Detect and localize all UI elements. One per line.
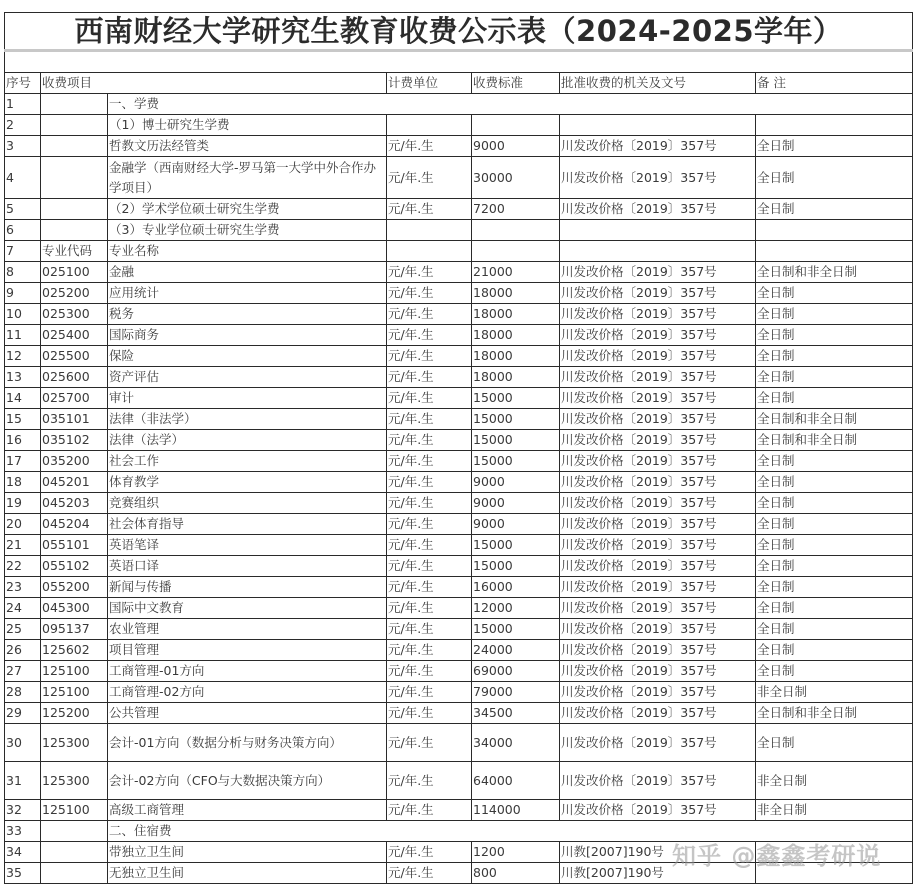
row-unit: 元/年.生 xyxy=(387,598,472,619)
row-unit: 元/年.生 xyxy=(387,325,472,346)
row-code: 025500 xyxy=(41,346,108,367)
row-unit: 元/年.生 xyxy=(387,682,472,703)
row-doc: 川发改价格〔2019〕357号 xyxy=(560,346,756,367)
row-fee: 9000 xyxy=(472,472,560,493)
row-code: 045201 xyxy=(41,472,108,493)
row-fee: 18000 xyxy=(472,367,560,388)
header-standard: 收费标准 xyxy=(472,73,560,94)
row-name: 金融学（西南财经大学-罗马第一大学中外合作办学项目） xyxy=(108,157,387,199)
row-seq: 12 xyxy=(5,346,41,367)
row-code: 125602 xyxy=(41,640,108,661)
row-name: 哲教文历法经管类 xyxy=(108,136,387,157)
row-fee: 30000 xyxy=(472,157,560,199)
row-remark: 全日制 xyxy=(756,283,913,304)
row-remark: 全日制 xyxy=(756,388,913,409)
row-fee: 12000 xyxy=(472,598,560,619)
table-row xyxy=(5,661,913,682)
row-code: 045203 xyxy=(41,493,108,514)
row-fee: 15000 xyxy=(472,535,560,556)
table-row xyxy=(5,472,913,493)
table-row xyxy=(5,514,913,535)
row-code xyxy=(41,157,108,199)
row-code xyxy=(41,842,108,863)
table-row xyxy=(5,304,913,325)
row-fee: 69000 xyxy=(472,661,560,682)
row-doc: 川教[2007]190号 xyxy=(560,863,756,884)
row-remark: 非全日制 xyxy=(756,682,913,703)
row-unit: 元/年.生 xyxy=(387,409,472,430)
row-seq: 35 xyxy=(5,863,41,884)
row-code: 035101 xyxy=(41,409,108,430)
row-fee: 15000 xyxy=(472,430,560,451)
row-doc: 川发改价格〔2019〕357号 xyxy=(560,472,756,493)
row-seq: 11 xyxy=(5,325,41,346)
row-remark: 全日制 xyxy=(756,619,913,640)
row-remark: 全日制和非全日制 xyxy=(756,409,913,430)
row-unit: 元/年.生 xyxy=(387,451,472,472)
blank-cell xyxy=(5,51,913,73)
row-name: （2）学术学位硕士研究生学费 xyxy=(108,199,387,220)
row-unit: 元/年.生 xyxy=(387,199,472,220)
row-unit: 元/年.生 xyxy=(387,535,472,556)
table-row xyxy=(5,577,913,598)
row-seq: 5 xyxy=(5,199,41,220)
row-name: 新闻与传播 xyxy=(108,577,387,598)
table-row xyxy=(5,493,913,514)
row-seq: 13 xyxy=(5,367,41,388)
row-code: 125300 xyxy=(41,724,108,762)
table-row xyxy=(5,388,913,409)
row-seq: 21 xyxy=(5,535,41,556)
row-fee: 21000 xyxy=(472,262,560,283)
row-name: 应用统计 xyxy=(108,283,387,304)
row-doc: 川发改价格〔2019〕357号 xyxy=(560,199,756,220)
row-remark: 全日制 xyxy=(756,598,913,619)
row-unit: 元/年.生 xyxy=(387,367,472,388)
row-fee: 16000 xyxy=(472,577,560,598)
row-seq: 31 xyxy=(5,762,41,800)
row-remark: 全日制 xyxy=(756,556,913,577)
zhihu-watermark: 知乎 @鑫鑫考研说 xyxy=(672,842,882,870)
row-fee: 15000 xyxy=(472,409,560,430)
row-name: 会计-02方向（CFO与大数据决策方向） xyxy=(108,762,387,800)
row-name: 社会工作 xyxy=(108,451,387,472)
row-doc: 川发改价格〔2019〕357号 xyxy=(560,682,756,703)
row-seq: 7 xyxy=(5,241,41,262)
row-code: 125300 xyxy=(41,762,108,800)
row-seq: 8 xyxy=(5,262,41,283)
row-remark: 全日制和非全日制 xyxy=(756,430,913,451)
row-seq: 23 xyxy=(5,577,41,598)
row-remark xyxy=(756,842,913,863)
row-unit: 元/年.生 xyxy=(387,762,472,800)
row-code xyxy=(41,115,108,136)
row-code xyxy=(41,821,108,842)
row-name: 会计-01方向（数据分析与财务决策方向） xyxy=(108,724,387,762)
row-fee xyxy=(472,220,560,241)
row-remark: 全日制 xyxy=(756,535,913,556)
row-fee: 18000 xyxy=(472,346,560,367)
row-name: 法律（非法学） xyxy=(108,409,387,430)
row-remark: 全日制和非全日制 xyxy=(756,262,913,283)
row-fee: 79000 xyxy=(472,682,560,703)
row-name: 国际中文教育 xyxy=(108,598,387,619)
row-doc xyxy=(560,115,756,136)
row-remark: 全日制 xyxy=(756,136,913,157)
row-seq: 29 xyxy=(5,703,41,724)
row-name: 金融 xyxy=(108,262,387,283)
row-fee: 34000 xyxy=(472,724,560,762)
row-name: 无独立卫生间 xyxy=(108,863,387,884)
row-seq: 27 xyxy=(5,661,41,682)
row-code: 025300 xyxy=(41,304,108,325)
row-fee: 9000 xyxy=(472,514,560,535)
row-name: 资产评估 xyxy=(108,367,387,388)
row-name: 国际商务 xyxy=(108,325,387,346)
row-remark: 全日制 xyxy=(756,199,913,220)
row-seq: 15 xyxy=(5,409,41,430)
row-doc: 川发改价格〔2019〕357号 xyxy=(560,409,756,430)
row-seq: 16 xyxy=(5,430,41,451)
table-row xyxy=(5,724,913,762)
row-name: 高级工商管理 xyxy=(108,800,387,821)
header-remark: 备 注 xyxy=(756,73,913,94)
row-seq: 14 xyxy=(5,388,41,409)
row-unit: 元/年.生 xyxy=(387,388,472,409)
row-code: 125200 xyxy=(41,703,108,724)
table-row xyxy=(5,199,913,220)
row-name: 工商管理-02方向 xyxy=(108,682,387,703)
fee-table-sheet xyxy=(4,12,912,884)
row-unit xyxy=(387,220,472,241)
row-remark: 全日制 xyxy=(756,514,913,535)
row-code: 125100 xyxy=(41,661,108,682)
row-unit: 元/年.生 xyxy=(387,703,472,724)
row-seq: 28 xyxy=(5,682,41,703)
table-row xyxy=(5,451,913,472)
row-remark xyxy=(756,220,913,241)
table-row xyxy=(5,325,913,346)
row-fee: 15000 xyxy=(472,388,560,409)
row-seq: 6 xyxy=(5,220,41,241)
row-remark: 全日制和非全日制 xyxy=(756,703,913,724)
table-row xyxy=(5,115,913,136)
row-doc: 川发改价格〔2019〕357号 xyxy=(560,724,756,762)
row-doc: 川发改价格〔2019〕357号 xyxy=(560,451,756,472)
row-remark: 全日制 xyxy=(756,724,913,762)
row-fee: 9000 xyxy=(472,493,560,514)
row-name: （1）博士研究生学费 xyxy=(108,115,387,136)
header-row xyxy=(5,73,913,94)
row-code: 025600 xyxy=(41,367,108,388)
row-unit: 元/年.生 xyxy=(387,472,472,493)
row-name: 工商管理-01方向 xyxy=(108,661,387,682)
row-doc: 川发改价格〔2019〕357号 xyxy=(560,535,756,556)
table-row xyxy=(5,220,913,241)
row-code: 125100 xyxy=(41,800,108,821)
row-fee: 15000 xyxy=(472,619,560,640)
table-row xyxy=(5,346,913,367)
row-name: 农业管理 xyxy=(108,619,387,640)
row-doc: 川发改价格〔2019〕357号 xyxy=(560,367,756,388)
row-fee: 15000 xyxy=(472,556,560,577)
table-row xyxy=(5,619,913,640)
row-unit: 元/年.生 xyxy=(387,283,472,304)
row-doc: 川发改价格〔2019〕357号 xyxy=(560,388,756,409)
row-seq: 25 xyxy=(5,619,41,640)
row-doc: 川发改价格〔2019〕357号 xyxy=(560,430,756,451)
row-seq: 26 xyxy=(5,640,41,661)
row-doc: 川发改价格〔2019〕357号 xyxy=(560,640,756,661)
blank-row xyxy=(5,51,913,73)
row-code: 025200 xyxy=(41,283,108,304)
row-unit: 元/年.生 xyxy=(387,262,472,283)
row-name: 审计 xyxy=(108,388,387,409)
row-doc: 川发改价格〔2019〕357号 xyxy=(560,598,756,619)
row-unit: 元/年.生 xyxy=(387,430,472,451)
row-remark: 全日制 xyxy=(756,577,913,598)
row-remark: 全日制 xyxy=(756,661,913,682)
table-row xyxy=(5,556,913,577)
row-remark xyxy=(756,863,913,884)
row-unit: 元/年.生 xyxy=(387,577,472,598)
row-fee: 800 xyxy=(472,863,560,884)
row-remark: 全日制 xyxy=(756,304,913,325)
row-remark: 全日制 xyxy=(756,472,913,493)
row-unit: 元/年.生 xyxy=(387,346,472,367)
table-row xyxy=(5,640,913,661)
row-code: 055102 xyxy=(41,556,108,577)
row-doc: 川发改价格〔2019〕357号 xyxy=(560,703,756,724)
row-name: 项目管理 xyxy=(108,640,387,661)
row-seq: 18 xyxy=(5,472,41,493)
row-seq: 3 xyxy=(5,136,41,157)
row-seq: 20 xyxy=(5,514,41,535)
title-row xyxy=(5,13,913,51)
table-row xyxy=(5,241,913,262)
row-seq: 19 xyxy=(5,493,41,514)
row-code: 095137 xyxy=(41,619,108,640)
row-code xyxy=(41,863,108,884)
row-name: 法律（法学） xyxy=(108,430,387,451)
row-fee: 9000 xyxy=(472,136,560,157)
row-remark: 全日制 xyxy=(756,451,913,472)
row-name: 竞赛组织 xyxy=(108,493,387,514)
row-name: 社会体育指导 xyxy=(108,514,387,535)
row-remark: 全日制 xyxy=(756,640,913,661)
table-row xyxy=(5,863,913,884)
row-fee: 15000 xyxy=(472,451,560,472)
table-row xyxy=(5,367,913,388)
row-fee xyxy=(472,115,560,136)
header-seq: 序号 xyxy=(5,73,41,94)
table-row xyxy=(5,283,913,304)
row-doc: 川教[2007]190号 xyxy=(560,842,756,863)
row-code: 045300 xyxy=(41,598,108,619)
table-row xyxy=(5,598,913,619)
row-unit: 元/年.生 xyxy=(387,514,472,535)
row-code: 055200 xyxy=(41,577,108,598)
row-name: 公共管理 xyxy=(108,703,387,724)
row-code: 055101 xyxy=(41,535,108,556)
table-row xyxy=(5,703,913,724)
row-remark: 全日制 xyxy=(756,493,913,514)
row-doc: 川发改价格〔2019〕357号 xyxy=(560,556,756,577)
row-fee: 34500 xyxy=(472,703,560,724)
row-unit: 元/年.生 xyxy=(387,136,472,157)
row-doc: 川发改价格〔2019〕357号 xyxy=(560,325,756,346)
row-code: 035200 xyxy=(41,451,108,472)
row-unit xyxy=(387,241,472,262)
row-code: 125100 xyxy=(41,682,108,703)
table-row xyxy=(5,842,913,863)
row-code: 045204 xyxy=(41,514,108,535)
table-row xyxy=(5,800,913,821)
row-remark: 全日制 xyxy=(756,346,913,367)
row-unit xyxy=(387,115,472,136)
row-seq: 22 xyxy=(5,556,41,577)
row-fee: 18000 xyxy=(472,325,560,346)
row-unit: 元/年.生 xyxy=(387,157,472,199)
table-row xyxy=(5,157,913,199)
row-doc: 川发改价格〔2019〕357号 xyxy=(560,577,756,598)
row-name: 专业名称 xyxy=(108,241,387,262)
row-seq: 17 xyxy=(5,451,41,472)
row-fee: 24000 xyxy=(472,640,560,661)
table-row xyxy=(5,262,913,283)
row-remark xyxy=(756,241,913,262)
row-doc: 川发改价格〔2019〕357号 xyxy=(560,262,756,283)
table-row xyxy=(5,136,913,157)
row-unit: 元/年.生 xyxy=(387,800,472,821)
table-row xyxy=(5,535,913,556)
row-unit: 元/年.生 xyxy=(387,724,472,762)
row-seq: 33 xyxy=(5,821,41,842)
fee-table xyxy=(4,12,913,884)
row-unit: 元/年.生 xyxy=(387,493,472,514)
row-doc: 川发改价格〔2019〕357号 xyxy=(560,514,756,535)
row-unit: 元/年.生 xyxy=(387,640,472,661)
row-unit: 元/年.生 xyxy=(387,842,472,863)
row-remark: 全日制 xyxy=(756,325,913,346)
row-remark: 全日制 xyxy=(756,157,913,199)
row-seq: 32 xyxy=(5,800,41,821)
row-seq: 10 xyxy=(5,304,41,325)
row-doc: 川发改价格〔2019〕357号 xyxy=(560,619,756,640)
row-remark: 非全日制 xyxy=(756,762,913,800)
row-unit: 元/年.生 xyxy=(387,556,472,577)
row-seq: 9 xyxy=(5,283,41,304)
row-doc: 川发改价格〔2019〕357号 xyxy=(560,493,756,514)
row-remark: 非全日制 xyxy=(756,800,913,821)
row-name: （3）专业学位硕士研究生学费 xyxy=(108,220,387,241)
row-seq: 30 xyxy=(5,724,41,762)
row-name: 保险 xyxy=(108,346,387,367)
row-doc: 川发改价格〔2019〕357号 xyxy=(560,136,756,157)
header-item: 收费项目 xyxy=(41,73,387,94)
row-unit: 元/年.生 xyxy=(387,661,472,682)
row-seq: 4 xyxy=(5,157,41,199)
row-code: 专业代码 xyxy=(41,241,108,262)
table-row xyxy=(5,94,913,115)
row-name: 体育教学 xyxy=(108,472,387,493)
row-unit: 元/年.生 xyxy=(387,863,472,884)
row-code xyxy=(41,199,108,220)
row-name: 英语笔译 xyxy=(108,535,387,556)
row-name: 带独立卫生间 xyxy=(108,842,387,863)
row-name: 英语口译 xyxy=(108,556,387,577)
row-seq: 1 xyxy=(5,94,41,115)
table-row xyxy=(5,821,913,842)
row-code: 035102 xyxy=(41,430,108,451)
row-fee: 64000 xyxy=(472,762,560,800)
row-unit: 元/年.生 xyxy=(387,619,472,640)
row-doc: 川发改价格〔2019〕357号 xyxy=(560,304,756,325)
row-code xyxy=(41,94,108,115)
page-title: 西南财经大学研究生教育收费公示表（2024-2025学年） xyxy=(5,13,913,51)
row-doc: 川发改价格〔2019〕357号 xyxy=(560,800,756,821)
row-code xyxy=(41,136,108,157)
row-remark: 全日制 xyxy=(756,367,913,388)
row-code xyxy=(41,220,108,241)
row-seq: 24 xyxy=(5,598,41,619)
row-seq: 2 xyxy=(5,115,41,136)
row-doc xyxy=(560,241,756,262)
row-seq: 34 xyxy=(5,842,41,863)
table-row xyxy=(5,682,913,703)
row-fee: 114000 xyxy=(472,800,560,821)
row-fee: 1200 xyxy=(472,842,560,863)
row-fee: 7200 xyxy=(472,199,560,220)
row-remark xyxy=(756,115,913,136)
row-code: 025100 xyxy=(41,262,108,283)
header-authority: 批准收费的机关及文号 xyxy=(560,73,756,94)
row-fee: 18000 xyxy=(472,304,560,325)
row-doc xyxy=(560,220,756,241)
row-name: 税务 xyxy=(108,304,387,325)
row-doc: 川发改价格〔2019〕357号 xyxy=(560,762,756,800)
table-row xyxy=(5,762,913,800)
row-doc: 川发改价格〔2019〕357号 xyxy=(560,661,756,682)
row-section-name: 一、学费 xyxy=(108,94,913,115)
row-fee xyxy=(472,241,560,262)
header-unit: 计费单位 xyxy=(387,73,472,94)
row-unit: 元/年.生 xyxy=(387,304,472,325)
row-doc: 川发改价格〔2019〕357号 xyxy=(560,157,756,199)
row-doc: 川发改价格〔2019〕357号 xyxy=(560,283,756,304)
row-code: 025700 xyxy=(41,388,108,409)
row-section-name: 二、住宿费 xyxy=(108,821,913,842)
table-row xyxy=(5,409,913,430)
table-row xyxy=(5,430,913,451)
row-code: 025400 xyxy=(41,325,108,346)
row-fee: 18000 xyxy=(472,283,560,304)
